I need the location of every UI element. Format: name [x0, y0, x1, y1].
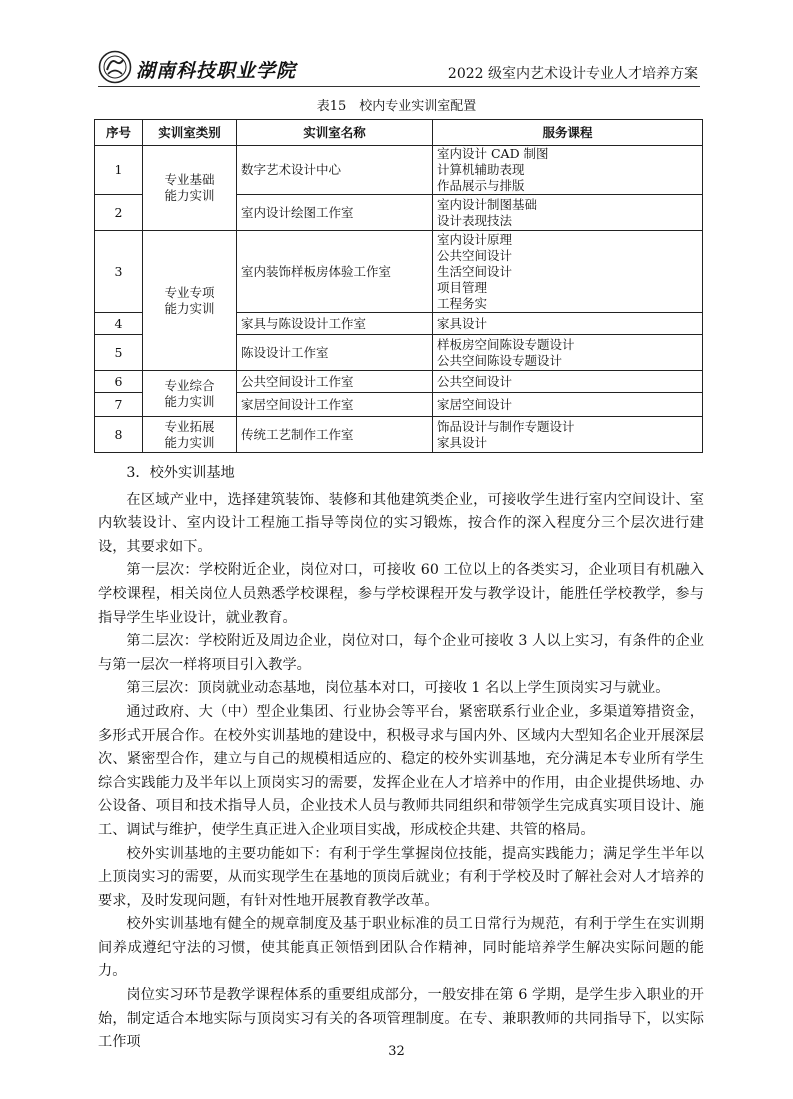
page-header	[98, 50, 700, 88]
table-row	[95, 371, 703, 393]
section-body	[98, 462, 704, 1055]
table-row	[95, 417, 703, 453]
course-list: 饰品设计与制作专题设计 家具设计	[433, 417, 703, 453]
table-header-row	[95, 120, 703, 146]
category-cell: 专业专项 能力实训	[143, 231, 237, 371]
room-name: 传统工艺制作工作室	[237, 417, 433, 453]
room-name: 公共空间设计工作室	[237, 371, 433, 393]
course-list: 公共空间设计	[433, 371, 703, 393]
course-list: 室内设计原理 公共空间设计 生活空间设计 项目管理 工程务实	[433, 231, 703, 313]
row-no: 1	[95, 146, 143, 195]
course-list: 家居空间设计	[433, 393, 703, 417]
row-no: 3	[95, 231, 143, 313]
header-room-name: 实训室名称	[237, 120, 433, 146]
header-no: 序号	[95, 120, 143, 146]
room-name: 室内装饰样板房体验工作室	[237, 231, 433, 313]
training-room-table	[94, 119, 703, 453]
table-caption: 表15 校内专业实训室配置	[316, 99, 477, 114]
course-list: 室内设计 CAD 制图 计算机辅助表现 作品展示与排版	[433, 146, 703, 195]
paragraph: 岗位实习环节是教学课程体系的重要组成部分，一般安排在第 6 学期，是学生步入职业的开始，制定适合本地实际与顶岗实习有关的各项管理制度。在专、兼职教师的共同指导下，以实际工作项	[98, 987, 704, 1051]
course-list: 家具设计	[433, 313, 703, 335]
room-name: 室内设计绘图工作室	[237, 195, 433, 231]
row-no: 7	[95, 393, 143, 417]
row-no: 5	[95, 335, 143, 371]
document-title: 2022 级室内艺术设计专业人才培养方案	[447, 66, 698, 82]
row-no: 8	[95, 417, 143, 453]
room-name: 数字艺术设计中心	[237, 146, 433, 195]
row-no: 2	[95, 195, 143, 231]
school-logo-icon	[98, 50, 132, 84]
header-category: 实训室类别	[143, 120, 237, 146]
course-list: 样板房空间陈设专题设计 公共空间陈设专题设计	[433, 335, 703, 371]
room-name: 家具与陈设设计工作室	[237, 313, 433, 335]
header-courses: 服务课程	[433, 120, 703, 146]
table-row	[95, 146, 703, 195]
category-cell: 专业基础 能力实训	[143, 146, 237, 231]
course-list: 室内设计制图基础 设计表现技法	[433, 195, 703, 231]
category-cell: 专业拓展 能力实训	[143, 417, 237, 453]
row-no: 6	[95, 371, 143, 393]
header-divider	[98, 86, 700, 87]
room-name: 陈设设计工作室	[237, 335, 433, 371]
paragraph: 校外实训基地有健全的规章制度及基于职业标准的员工日常行为规范，有利于学生在实训期间养成遵纪守法的习惯，使其能真正领悟到团队合作精神，同时能培养学生解决实际问题的能力。	[98, 916, 704, 980]
section-heading: 3．校外实训基地	[126, 465, 235, 481]
paragraph: 第三层次：顶岗就业动态基地，岗位基本对口，可接收 1 名以上学生顶岗实习与就业。	[126, 680, 670, 697]
paragraph: 校外实训基地的主要功能如下：有利于学生掌握岗位技能，提高实践能力；满足学生半年以上顶岗实习的需要，从而实现学生在基地的顶岗后就业；有利于学校及时了解社会对人才培养的要求，及时发现问题，有针对性地开展教育教学改革。	[98, 845, 704, 909]
school-name: 湖南科技职业学院	[136, 60, 297, 82]
paragraph: 第二层次：学校附近及周边企业，岗位对口，每个企业可接收 3 人以上实习，有条件的企业与第一层次一样将项目引入教学。	[98, 633, 704, 673]
row-no: 4	[95, 313, 143, 335]
paragraph: 通过政府、大（中）型企业集团、行业协会等平台，紧密联系行业企业，多渠道筹措资金，多形式开展合作。在校外实训基地的建设中，积极寻求与国内外、区域内大型知名企业开展深层次、紧密型合作，建立与自己的规模相适应的、稳定的校外实训基地，充分满足本专业所有学生综合实践能力及半年以上顶岗实习的需要，发挥企业在人才培养中的作用，由企业提供场地、办公设备、项目和技术指导人员，企业技术人员与教师共同组织和带领学生完成真实项目设计、施工、调试与维护，使学生真正进入企业项目实战，形成校企共建、共管的格局。	[98, 703, 704, 838]
table-row	[95, 231, 703, 313]
category-cell: 专业综合 能力实训	[143, 371, 237, 417]
page-number: 32	[388, 1044, 405, 1059]
paragraph: 第一层次：学校附近企业，岗位对口，可接收 60 工位以上的各类实习，企业项目有机融入学校课程，相关岗位人员熟悉学校课程，参与学校课程开发与教学设计，能胜任学校教学，参与指导学生毕业设计，就业教育。	[98, 562, 704, 626]
paragraph: 在区域产业中，选择建筑装饰、装修和其他建筑类企业，可接收学生进行室内空间设计、室内软装设计、室内设计工程施工指导等岗位的实习锻炼，按合作的深入程度分三个层次进行建设，其要求如下。	[98, 491, 704, 555]
room-name: 家居空间设计工作室	[237, 393, 433, 417]
